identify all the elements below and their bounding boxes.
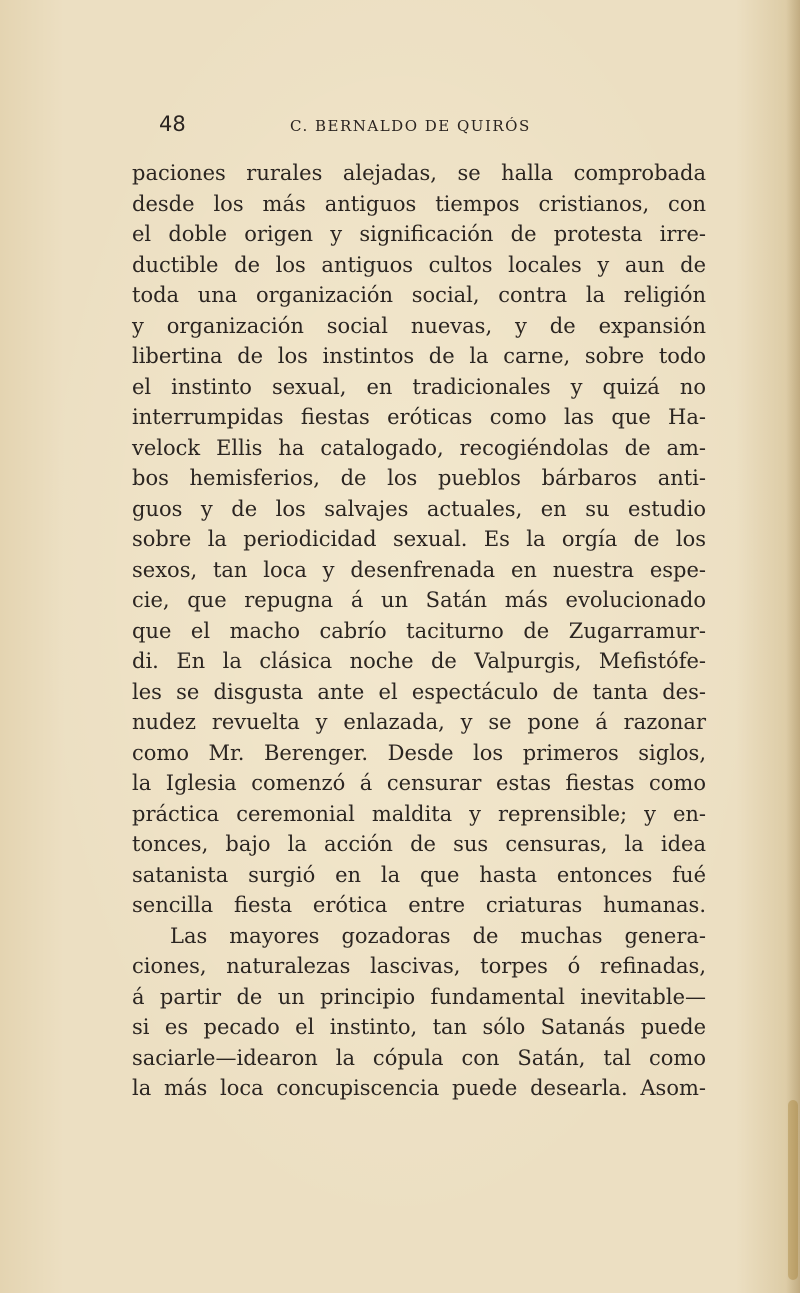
text-line: tonces, bajo la acción de sus censuras, la idea [132, 832, 706, 856]
page-header [133, 112, 705, 142]
text-line: la más loca concupiscencia puede desearla. Asom- [132, 1076, 706, 1100]
text-line: nudez revuelta y enlazada, y se pone á razonar [132, 710, 706, 734]
text-line: sencilla fiesta erótica entre criaturas humanas. [132, 893, 706, 917]
text-line: si es pecado el instinto, tan sólo Satanás puede [132, 1015, 706, 1039]
text-line: sexos, tan loca y desenfrenada en nuestra espe- [132, 557, 706, 582]
body-text [132, 158, 706, 1104]
text-line: práctica ceremonial maldita y reprensible; y en- [132, 801, 706, 826]
text-line: cie, que repugna á un Satán más evolucionado [132, 588, 706, 612]
text-line: sobre la periodicidad sexual. Es la orgía de los [132, 527, 706, 551]
running-head: C. BERNALDO DE QUIRÓS [290, 117, 531, 135]
text-line: el instinto sexual, en tradicionales y quizá no [132, 374, 706, 399]
text-line: que el macho cabrío taciturno de Zugarramur- [132, 618, 706, 643]
text-line: como Mr. Berenger. Desde los primeros siglos, [132, 740, 706, 765]
text-line: desde los más antiguos tiempos cristianos, con [132, 191, 706, 216]
text-line: ciones, naturalezas lascivas, torpes ó refinadas, [132, 954, 706, 978]
text-line: y organización social nuevas, y de expansión [132, 313, 706, 338]
text-line: velock Ellis ha catalogado, recogiéndolas de am- [132, 435, 706, 460]
text-line: guos y de los salvajes actuales, en su estudio [132, 496, 706, 521]
text-line: el doble origen y significación de protesta irre- [132, 222, 706, 246]
text-line: toda una organización social, contra la religión [132, 283, 706, 307]
text-line: ductible de los antiguos cultos locales y aun de [132, 252, 706, 277]
text-line: di. En la clásica noche de Valpurgis, Mefistófe- [132, 649, 706, 673]
text-line: á partir de un principio fundamental inevitable— [132, 984, 706, 1009]
text-line: bos hemisferios, de los pueblos bárbaros anti- [132, 466, 706, 490]
text-line: interrumpidas fiestas eróticas como las que Ha- [132, 405, 706, 429]
text-line: saciarle—idearon la cópula con Satán, tal como [132, 1045, 706, 1070]
text-line: Las mayores gozadoras de muchas genera- [170, 923, 706, 948]
text-line: paciones rurales alejadas, se halla comprobada [132, 161, 706, 185]
page-number: 48 [159, 112, 186, 136]
text-line: la Iglesia comenzó á censurar estas fiestas como [132, 771, 706, 795]
text-line: satanista surgió en la que hasta entonces fué [132, 862, 706, 887]
text-line: libertina de los instintos de la carne, sobre todo [132, 344, 706, 368]
page-stain [788, 1100, 798, 1280]
text-line: les se disgusta ante el espectáculo de tanta des- [132, 679, 706, 704]
